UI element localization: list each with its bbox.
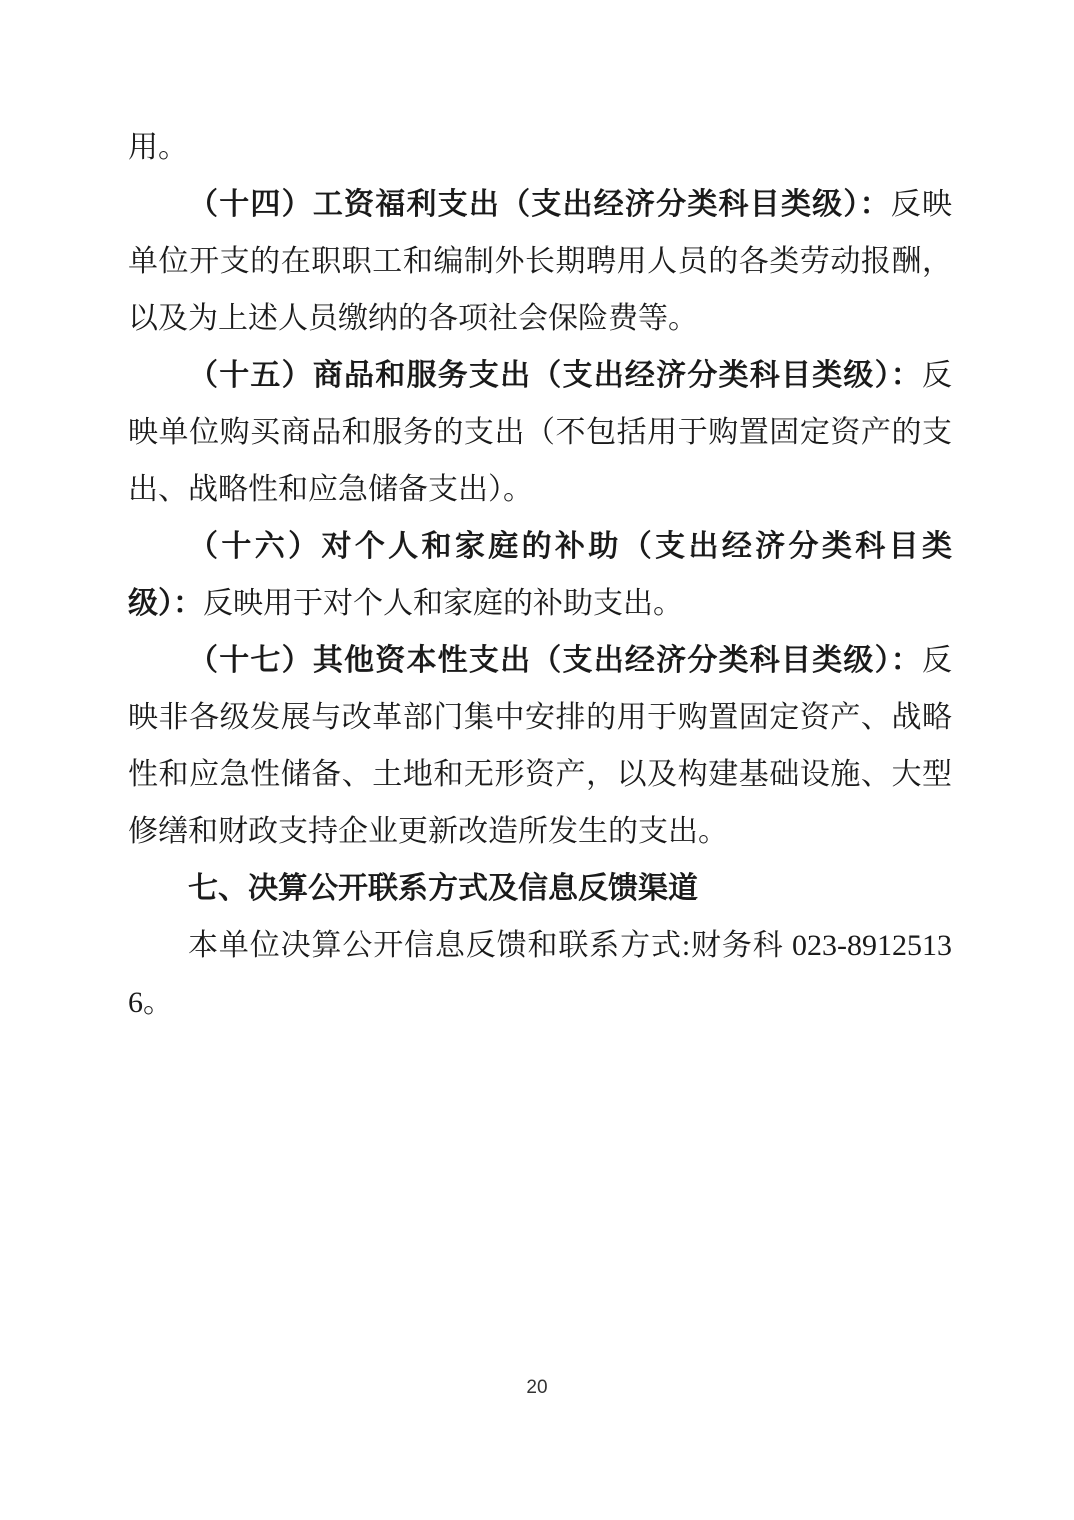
section-15-body: 反映单位购买商品和服务的支出（不包括用于购置固定资产的支出、战略性和应急储备支出）。 xyxy=(128,359,952,506)
page-number: 20 xyxy=(526,1377,548,1398)
paragraph-section-17 xyxy=(128,632,952,860)
section-17-body: 反映非各级发展与改革部门集中安排的用于购置固定资产、战略性和应急性储备、土地和无形资产，以及构建基础设施、大型修缮和财政支持企业更新改造所发生的支出。 xyxy=(128,644,952,848)
section-16-body: 反映用于对个人和家庭的补助支出。 xyxy=(203,587,683,620)
section-17-title: （十七）其他资本性支出（支出经济分类科目类级）： xyxy=(188,644,922,677)
paragraph-section-15 xyxy=(128,347,952,518)
document-body xyxy=(128,119,952,1031)
section-14-title: （十四）工资福利支出（支出经济分类科目类级）： xyxy=(188,188,891,221)
paragraph-section-16 xyxy=(128,518,952,632)
section-16-title: （十六）对个人和家庭的补助（支出经济分类科目类级）： xyxy=(128,530,952,620)
paragraph-contact: 本单位决算公开信息反馈和联系方式:财务科 023-89125136。 xyxy=(128,929,952,1019)
section-14-body: 反映单位开支的在职职工和编制外长期聘用人员的各类劳动报酬，以及为上述人员缴纳的各项社会保险费等。 xyxy=(128,188,953,335)
paragraph-section-14 xyxy=(128,176,952,347)
section-7-heading: 七、决算公开联系方式及信息反馈渠道 xyxy=(188,872,698,905)
section-15-title: （十五）商品和服务支出（支出经济分类科目类级）： xyxy=(188,359,922,392)
paragraph-continuation: 用。 xyxy=(128,131,188,164)
